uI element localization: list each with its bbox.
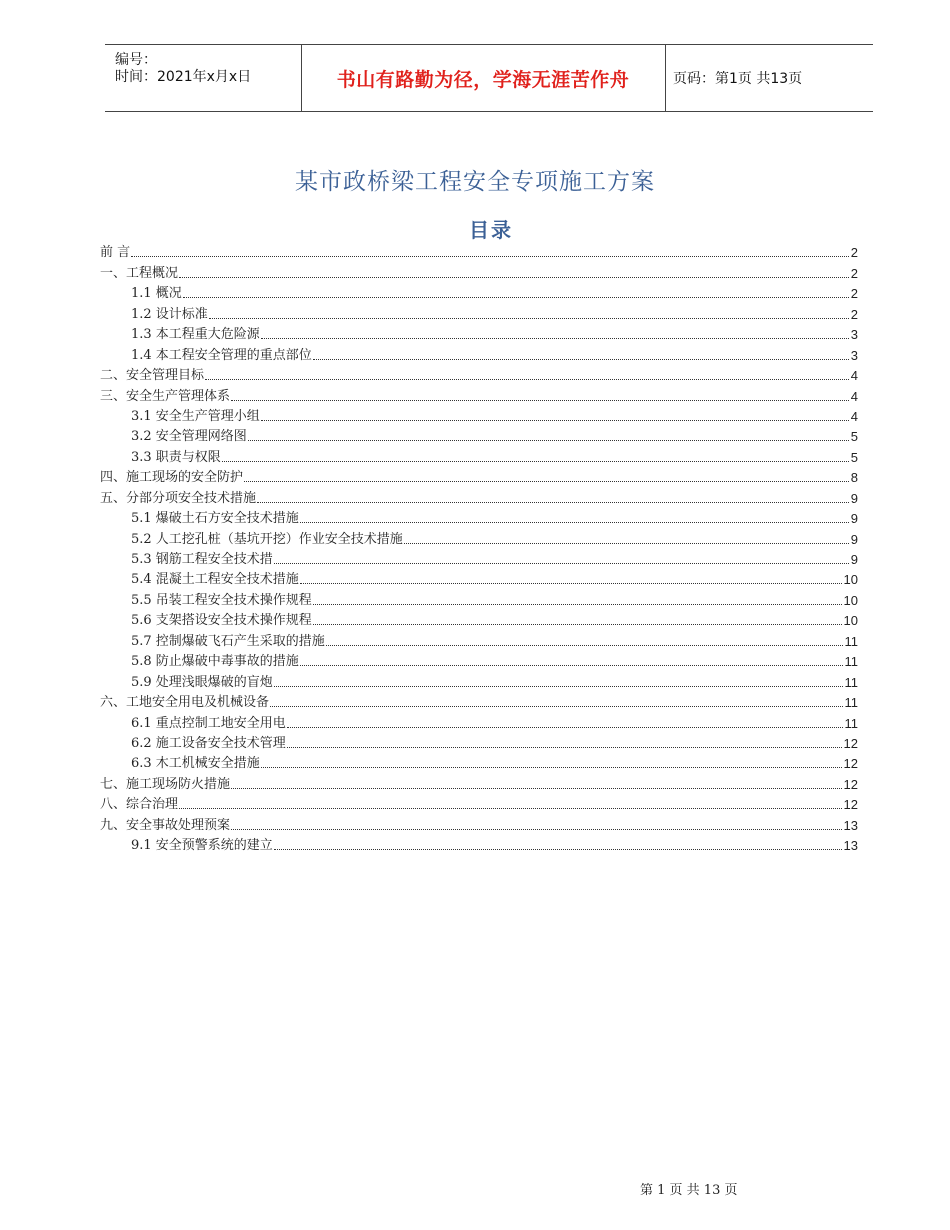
toc-entry-label: 3.3 职责与权限 bbox=[131, 449, 221, 465]
toc-entry[interactable] bbox=[100, 486, 858, 506]
toc-dot-leader bbox=[313, 623, 842, 625]
toc-entry-page: 5 bbox=[850, 429, 858, 445]
toc-entry-page: 11 bbox=[844, 633, 858, 649]
toc-entry[interactable] bbox=[100, 752, 858, 772]
toc-dot-leader bbox=[205, 378, 849, 380]
toc-entry-page: 8 bbox=[850, 470, 858, 486]
toc-entry[interactable] bbox=[100, 302, 858, 322]
toc-entry[interactable] bbox=[100, 650, 858, 670]
toc-entry-page: 2 bbox=[850, 306, 858, 322]
toc-entry[interactable] bbox=[100, 445, 858, 465]
toc-entry-label: 5.6 支架搭设安全技术操作规程 bbox=[131, 613, 312, 629]
toc-dot-leader bbox=[231, 787, 842, 789]
toc-entry[interactable] bbox=[100, 343, 858, 363]
toc-entry-label: 四、施工现场的安全防护 bbox=[100, 470, 244, 486]
toc-entry-label: 5.5 吊装工程安全技术操作规程 bbox=[131, 592, 312, 608]
toc-entry[interactable] bbox=[100, 732, 858, 752]
toc-dot-leader bbox=[274, 848, 842, 850]
toc-entry[interactable] bbox=[100, 323, 858, 343]
toc-dot-leader bbox=[274, 562, 849, 564]
header-number-label: 编号： bbox=[115, 52, 157, 68]
toc-entry-page: 4 bbox=[850, 408, 858, 424]
toc-entry-label: 1.4 本工程安全管理的重点部位 bbox=[131, 347, 312, 363]
toc-dot-leader bbox=[179, 807, 842, 809]
toc-entry[interactable] bbox=[100, 548, 858, 568]
page-header bbox=[105, 44, 873, 112]
toc-dot-leader bbox=[270, 705, 842, 707]
toc-entry[interactable] bbox=[100, 405, 858, 425]
toc-dot-leader bbox=[261, 419, 849, 421]
header-date-label: 时间：2021年x月x日 bbox=[115, 69, 252, 85]
toc-entry-label: 9.1 安全预警系统的建立 bbox=[131, 838, 273, 854]
toc-entry[interactable] bbox=[100, 711, 858, 731]
toc-entry-label: 5.1 爆破土石方安全技术措施 bbox=[131, 511, 299, 527]
toc-dot-leader bbox=[300, 664, 843, 666]
toc-entry-label: 五、分部分项安全技术措施 bbox=[100, 490, 257, 506]
toc-dot-leader bbox=[183, 296, 849, 298]
toc-entry-page: 2 bbox=[850, 245, 858, 261]
toc-dot-leader bbox=[404, 542, 849, 544]
toc-entry-label: 前 言 bbox=[100, 245, 131, 261]
toc-dot-leader bbox=[261, 337, 849, 339]
header-page-info: 页码：第1页 共13页 bbox=[673, 71, 803, 87]
toc-entry-page: 11 bbox=[844, 695, 858, 711]
toc-entry-page: 2 bbox=[850, 286, 858, 302]
toc-dot-leader bbox=[313, 603, 842, 605]
toc-entry-label: 1.1 概况 bbox=[131, 286, 182, 302]
toc-entry-label: 1.3 本工程重大危险源 bbox=[131, 327, 260, 343]
toc-entry-page: 13 bbox=[843, 838, 858, 854]
toc-entry-page: 11 bbox=[844, 674, 858, 690]
table-of-contents bbox=[100, 241, 858, 854]
toc-entry-label: 5.4 混凝土工程安全技术措施 bbox=[131, 572, 299, 588]
toc-entry-page: 12 bbox=[843, 735, 858, 751]
toc-entry-page: 4 bbox=[850, 368, 858, 384]
toc-entry-page: 9 bbox=[850, 552, 858, 567]
toc-dot-leader bbox=[179, 276, 849, 278]
toc-entry-label: 一、工程概况 bbox=[100, 265, 179, 281]
toc-entry-page: 12 bbox=[843, 776, 858, 792]
toc-entry[interactable] bbox=[100, 813, 858, 833]
toc-dot-leader bbox=[231, 828, 842, 830]
toc-entry-label: 5.2 人工挖孔桩（基坑开挖）作业安全技术措施 bbox=[131, 531, 403, 547]
toc-entry-label: 5.3 钢筋工程安全技术措 bbox=[131, 552, 273, 567]
toc-dot-leader bbox=[300, 582, 842, 584]
toc-dot-leader bbox=[248, 439, 849, 441]
toc-entry-label: 三、安全生产管理体系 bbox=[100, 388, 231, 404]
toc-entry[interactable] bbox=[100, 793, 858, 813]
toc-entry-label: 3.1 安全生产管理小组 bbox=[131, 408, 260, 424]
toc-entry-page: 12 bbox=[843, 797, 858, 813]
toc-entry-label: 八、综合治理 bbox=[100, 797, 179, 813]
toc-entry[interactable] bbox=[100, 691, 858, 711]
toc-dot-leader bbox=[300, 521, 849, 523]
header-motto-cell bbox=[301, 45, 666, 111]
toc-entry-page: 13 bbox=[843, 817, 858, 833]
toc-dot-leader bbox=[287, 746, 842, 748]
toc-entry-page: 10 bbox=[843, 592, 858, 608]
toc-entry-label: 六、工地安全用电及机械设备 bbox=[100, 695, 270, 711]
toc-entry-label: 5.9 处理浅眼爆破的盲炮 bbox=[131, 674, 273, 690]
toc-dot-leader bbox=[222, 460, 849, 462]
toc-entry[interactable] bbox=[100, 588, 858, 608]
toc-entry-label: 6.1 重点控制工地安全用电 bbox=[131, 715, 286, 731]
toc-dot-leader bbox=[244, 480, 849, 482]
toc-entry-label: 5.8 防止爆破中毒事故的措施 bbox=[131, 654, 299, 670]
toc-entry-page: 10 bbox=[843, 613, 858, 629]
toc-entry-page: 11 bbox=[844, 715, 858, 731]
toc-entry-label: 5.7 控制爆破飞石产生采取的措施 bbox=[131, 633, 325, 649]
toc-entry-page: 9 bbox=[850, 511, 858, 527]
toc-dot-leader bbox=[274, 685, 843, 687]
toc-entry[interactable] bbox=[100, 466, 858, 486]
toc-dot-leader bbox=[209, 317, 849, 319]
toc-entry-label: 七、施工现场防火措施 bbox=[100, 776, 231, 792]
toc-entry-label: 3.2 安全管理网络图 bbox=[131, 429, 247, 445]
header-motto: 书山有路勤为径，学海无涯苦作舟 bbox=[336, 68, 630, 91]
toc-entry[interactable] bbox=[100, 670, 858, 690]
toc-entry[interactable] bbox=[100, 568, 858, 588]
toc-dot-leader bbox=[261, 766, 842, 768]
page-footer: 第 1 页 共 13 页 bbox=[640, 1183, 738, 1198]
toc-entry-label: 二、安全管理目标 bbox=[100, 368, 205, 384]
toc-entry-page: 4 bbox=[850, 388, 858, 404]
toc-entry[interactable] bbox=[100, 261, 858, 281]
toc-dot-leader bbox=[326, 644, 843, 646]
toc-entry-page: 11 bbox=[844, 654, 858, 670]
toc-entry[interactable] bbox=[100, 241, 858, 261]
toc-entry-label: 6.2 施工设备安全技术管理 bbox=[131, 735, 286, 751]
toc-entry-page: 9 bbox=[850, 531, 858, 547]
toc-entry-page: 5 bbox=[850, 449, 858, 465]
toc-entry[interactable] bbox=[100, 772, 858, 792]
toc-entry[interactable] bbox=[100, 425, 858, 445]
toc-entry-page: 9 bbox=[850, 490, 858, 506]
header-page-cell bbox=[665, 45, 873, 111]
toc-entry[interactable] bbox=[100, 364, 858, 384]
toc-entry-label: 1.2 设计标准 bbox=[131, 306, 208, 322]
header-left-cell bbox=[105, 45, 302, 111]
toc-entry-label: 6.3 木工机械安全措施 bbox=[131, 756, 260, 772]
toc-heading: 目录 bbox=[469, 218, 513, 242]
toc-dot-leader bbox=[287, 726, 843, 728]
toc-entry-page: 3 bbox=[850, 327, 858, 343]
toc-dot-leader bbox=[131, 255, 849, 257]
toc-entry-label: 九、安全事故处理预案 bbox=[100, 817, 231, 833]
toc-entry[interactable] bbox=[100, 507, 858, 527]
document-title: 某市政桥梁工程安全专项施工方案 bbox=[295, 169, 655, 195]
toc-entry-page: 12 bbox=[843, 756, 858, 772]
toc-entry[interactable] bbox=[100, 527, 858, 547]
toc-dot-leader bbox=[257, 501, 849, 503]
toc-entry-page: 10 bbox=[843, 572, 858, 588]
toc-entry[interactable] bbox=[100, 609, 858, 629]
toc-dot-leader bbox=[231, 399, 849, 401]
toc-entry[interactable] bbox=[100, 384, 858, 404]
toc-entry-page: 3 bbox=[850, 347, 858, 363]
toc-entry[interactable] bbox=[100, 834, 858, 854]
toc-entry[interactable] bbox=[100, 629, 858, 649]
toc-entry[interactable] bbox=[100, 282, 858, 302]
toc-dot-leader bbox=[313, 358, 849, 360]
toc-entry-page: 2 bbox=[850, 265, 858, 281]
